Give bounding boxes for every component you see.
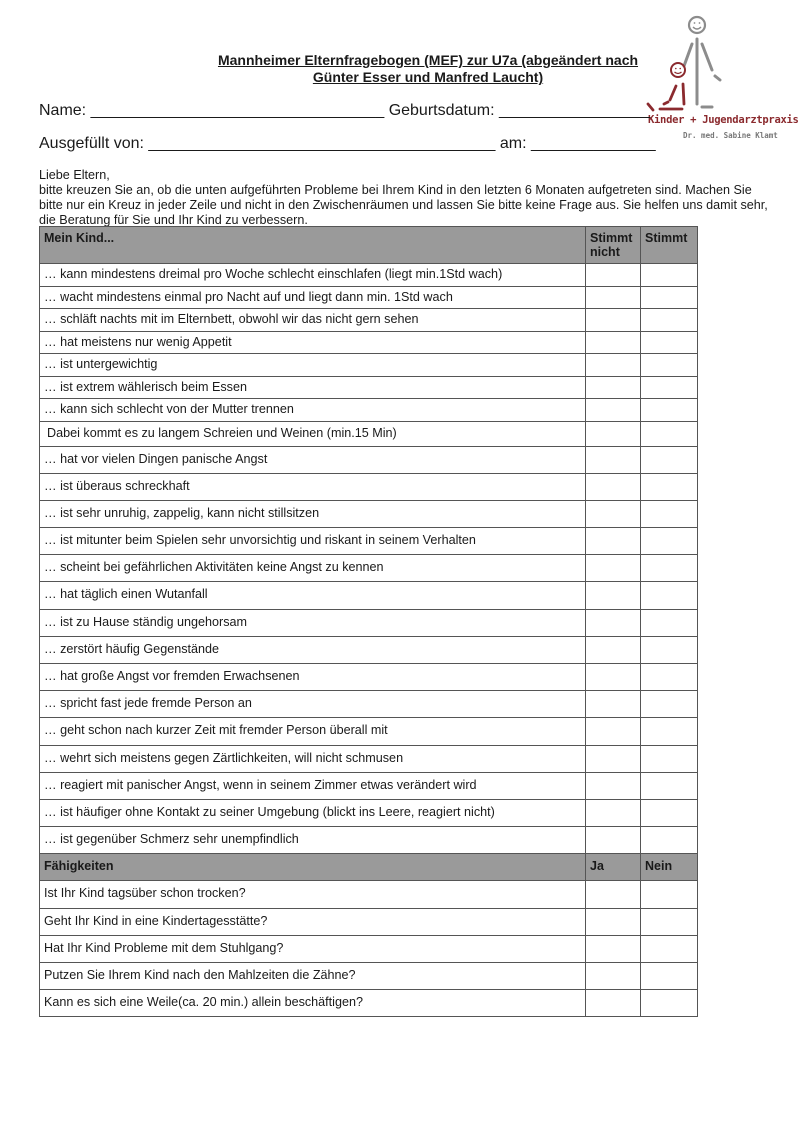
checkbox-stimmt[interactable] [641,528,698,555]
checkbox-stimmt[interactable] [641,309,698,332]
question-text: … schläft nachts mit im Elternbett, obwohl wir das nicht gern sehen [40,309,586,332]
document-title [150,52,706,86]
filled-by-field[interactable]: _______________________________________ [148,135,496,152]
checkbox-stimmt[interactable] [641,286,698,309]
question-text: … ist zu Hause ständig ungehorsam [40,609,586,636]
checkbox-stimmt-nicht[interactable] [586,718,641,745]
checkbox-ja[interactable] [586,881,641,908]
question-text: Putzen Sie Ihrem Kind nach den Mahlzeiten die Zähne? [40,962,586,989]
checkbox-stimmt-nicht[interactable] [586,799,641,826]
table-row [40,799,698,826]
checkbox-nein[interactable] [641,881,698,908]
name-label: Name: [39,102,87,119]
table-row [40,827,698,854]
checkbox-stimmt-nicht[interactable] [586,264,641,287]
checkbox-stimmt-nicht[interactable] [586,664,641,691]
date-label: am: [499,135,527,152]
birthdate-label: Geburtsdatum: [388,102,495,119]
checkbox-nein[interactable] [641,962,698,989]
question-text: … ist untergewichtig [40,354,586,377]
table-row [40,772,698,799]
checkbox-stimmt-nicht[interactable] [586,500,641,527]
header-col-1: Ja [586,854,641,881]
header-col-2: Nein [641,854,698,881]
question-text: Geht Ihr Kind in eine Kindertagesstätte? [40,908,586,935]
checkbox-stimmt[interactable] [641,718,698,745]
question-text: Hat Ihr Kind Probleme mit dem Stuhlgang? [40,935,586,962]
table-row [40,962,698,989]
name-field[interactable]: _________________________________ [90,102,385,119]
question-text: … wacht mindestens einmal pro Nacht auf und liegt dann min. 1Std wach [40,286,586,309]
checkbox-stimmt[interactable] [641,799,698,826]
checkbox-stimmt-nicht[interactable] [586,827,641,854]
question-text: … hat meistens nur wenig Appetit [40,331,586,354]
table-row [40,555,698,582]
question-text: … hat täglich einen Wutanfall [40,582,586,609]
date-field[interactable]: ______________ [531,135,656,152]
checkbox-ja[interactable] [586,962,641,989]
question-text: … ist mitunter beim Spielen sehr unvorsichtig und riskant in seinem Verhalten [40,528,586,555]
checkbox-stimmt[interactable] [641,446,698,473]
table-row [40,528,698,555]
section-header-faehigkeiten [40,854,698,881]
table-row [40,664,698,691]
table-row [40,935,698,962]
instructions: bitte kreuzen Sie an, ob die unten aufgeführten Probleme bei Ihrem Kind in den letzten 6 Monaten aufgetreten sind. Machen Sie bitte nur ein Kreuz in jeder Zeile und nicht in den Zwischenräumen und lassen Sie bitte keine Frage aus. Sie helfen uns damit sehr, die Beratung für Sie und Ihr Kind zu verbessern. [39,183,768,227]
checkbox-stimmt-nicht[interactable] [586,309,641,332]
question-text: Ist Ihr Kind tagsüber schon trocken? [40,881,586,908]
checkbox-stimmt[interactable] [641,772,698,799]
question-text: … hat große Angst vor fremden Erwachsenen [40,664,586,691]
table-row [40,331,698,354]
table-row [40,264,698,287]
question-text: … ist häufiger ohne Kontakt zu seiner Umgebung (blickt ins Leere, reagiert nicht) [40,799,586,826]
question-text: … geht schon nach kurzer Zeit mit fremder Person überall mit [40,718,586,745]
intro-text [39,168,769,228]
checkbox-stimmt[interactable] [641,421,698,446]
title-line-1: Mannheimer Elternfragebogen (MEF) zur U7a (abgeändert nach [217,52,639,68]
table-row [40,582,698,609]
question-text: … ist sehr unruhig, zappelig, kann nicht stillsitzen [40,500,586,527]
birthdate-field[interactable]: _________________ [498,102,651,119]
checkbox-stimmt[interactable] [641,354,698,377]
checkbox-stimmt[interactable] [641,264,698,287]
question-text: … hat vor vielen Dingen panische Angst [40,446,586,473]
checkbox-stimmt[interactable] [641,376,698,399]
table-row [40,636,698,663]
table-row [40,609,698,636]
header-question: Mein Kind... [40,227,586,264]
table-row [40,376,698,399]
table-row [40,399,698,422]
checkbox-stimmt-nicht[interactable] [586,331,641,354]
table-row [40,473,698,500]
table-row [40,990,698,1017]
checkbox-stimmt-nicht[interactable] [586,609,641,636]
checkbox-stimmt-nicht[interactable] [586,745,641,772]
question-text: … zerstört häufig Gegenstände [40,636,586,663]
question-text: … kann mindestens dreimal pro Woche schlecht einschlafen (liegt min.1Std wach) [40,264,586,287]
checkbox-ja[interactable] [586,990,641,1017]
table-row [40,446,698,473]
checkbox-ja[interactable] [586,935,641,962]
checkbox-stimmt[interactable] [641,827,698,854]
question-text: … ist gegenüber Schmerz sehr unempfindlich [40,827,586,854]
checkbox-stimmt-nicht[interactable] [586,376,641,399]
question-text: … wehrt sich meistens gegen Zärtlichkeiten, will nicht schmusen [40,745,586,772]
checkbox-stimmt-nicht[interactable] [586,582,641,609]
checkbox-stimmt-nicht[interactable] [586,528,641,555]
checkbox-nein[interactable] [641,908,698,935]
table-row [40,881,698,908]
name-row [39,102,650,120]
checkbox-stimmt[interactable] [641,500,698,527]
question-text: … spricht fast jede fremde Person an [40,691,586,718]
checkbox-stimmt[interactable] [641,745,698,772]
checkbox-stimmt-nicht[interactable] [586,691,641,718]
header-col-1: Stimmt nicht [586,227,641,264]
question-text: Dabei kommt es zu langem Schreien und Weinen (min.15 Min) [40,421,586,446]
checkbox-stimmt-nicht[interactable] [586,399,641,422]
table-row [40,745,698,772]
question-text: … ist überaus schreckhaft [40,473,586,500]
checkbox-stimmt-nicht[interactable] [586,473,641,500]
checkbox-stimmt[interactable] [641,555,698,582]
table-row [40,691,698,718]
table-row [40,500,698,527]
header-col-2: Stimmt [641,227,698,264]
checkbox-stimmt[interactable] [641,331,698,354]
checkbox-stimmt-nicht[interactable] [586,636,641,663]
question-text: … ist extrem wählerisch beim Essen [40,376,586,399]
title-line-2: Günter Esser und Manfred Laucht) [312,69,544,85]
checkbox-stimmt[interactable] [641,609,698,636]
checkbox-stimmt[interactable] [641,582,698,609]
practice-name: Kinder + Jugendarztpraxis [648,114,799,126]
table-row [40,309,698,332]
checkbox-stimmt[interactable] [641,664,698,691]
checkbox-stimmt[interactable] [641,691,698,718]
table-row [40,421,698,446]
checkbox-stimmt[interactable] [641,473,698,500]
questionnaire-table [39,226,698,1017]
greeting: Liebe Eltern, [39,168,110,182]
section-header-mein-kind [40,227,698,264]
checkbox-stimmt[interactable] [641,636,698,663]
question-text: Kann es sich eine Weile(ca. 20 min.) allein beschäftigen? [40,990,586,1017]
checkbox-stimmt-nicht[interactable] [586,446,641,473]
header-question: Fähigkeiten [40,854,586,881]
checkbox-stimmt-nicht[interactable] [586,421,641,446]
checkbox-nein[interactable] [641,935,698,962]
table-row [40,286,698,309]
checkbox-nein[interactable] [641,990,698,1017]
checkbox-stimmt-nicht[interactable] [586,286,641,309]
filled-by-row [39,135,656,153]
filled-by-label: Ausgefüllt von: [39,135,144,152]
checkbox-stimmt-nicht[interactable] [586,354,641,377]
checkbox-stimmt[interactable] [641,399,698,422]
table-row [40,354,698,377]
question-text: … reagiert mit panischer Angst, wenn in seinem Zimmer etwas verändert wird [40,772,586,799]
doctor-name: Dr. med. Sabine Klamt [683,131,778,140]
checkbox-stimmt-nicht[interactable] [586,772,641,799]
question-text: … kann sich schlecht von der Mutter trennen [40,399,586,422]
checkbox-ja[interactable] [586,908,641,935]
table-row [40,908,698,935]
checkbox-stimmt-nicht[interactable] [586,555,641,582]
question-text: … scheint bei gefährlichen Aktivitäten keine Angst zu kennen [40,555,586,582]
table-row [40,718,698,745]
